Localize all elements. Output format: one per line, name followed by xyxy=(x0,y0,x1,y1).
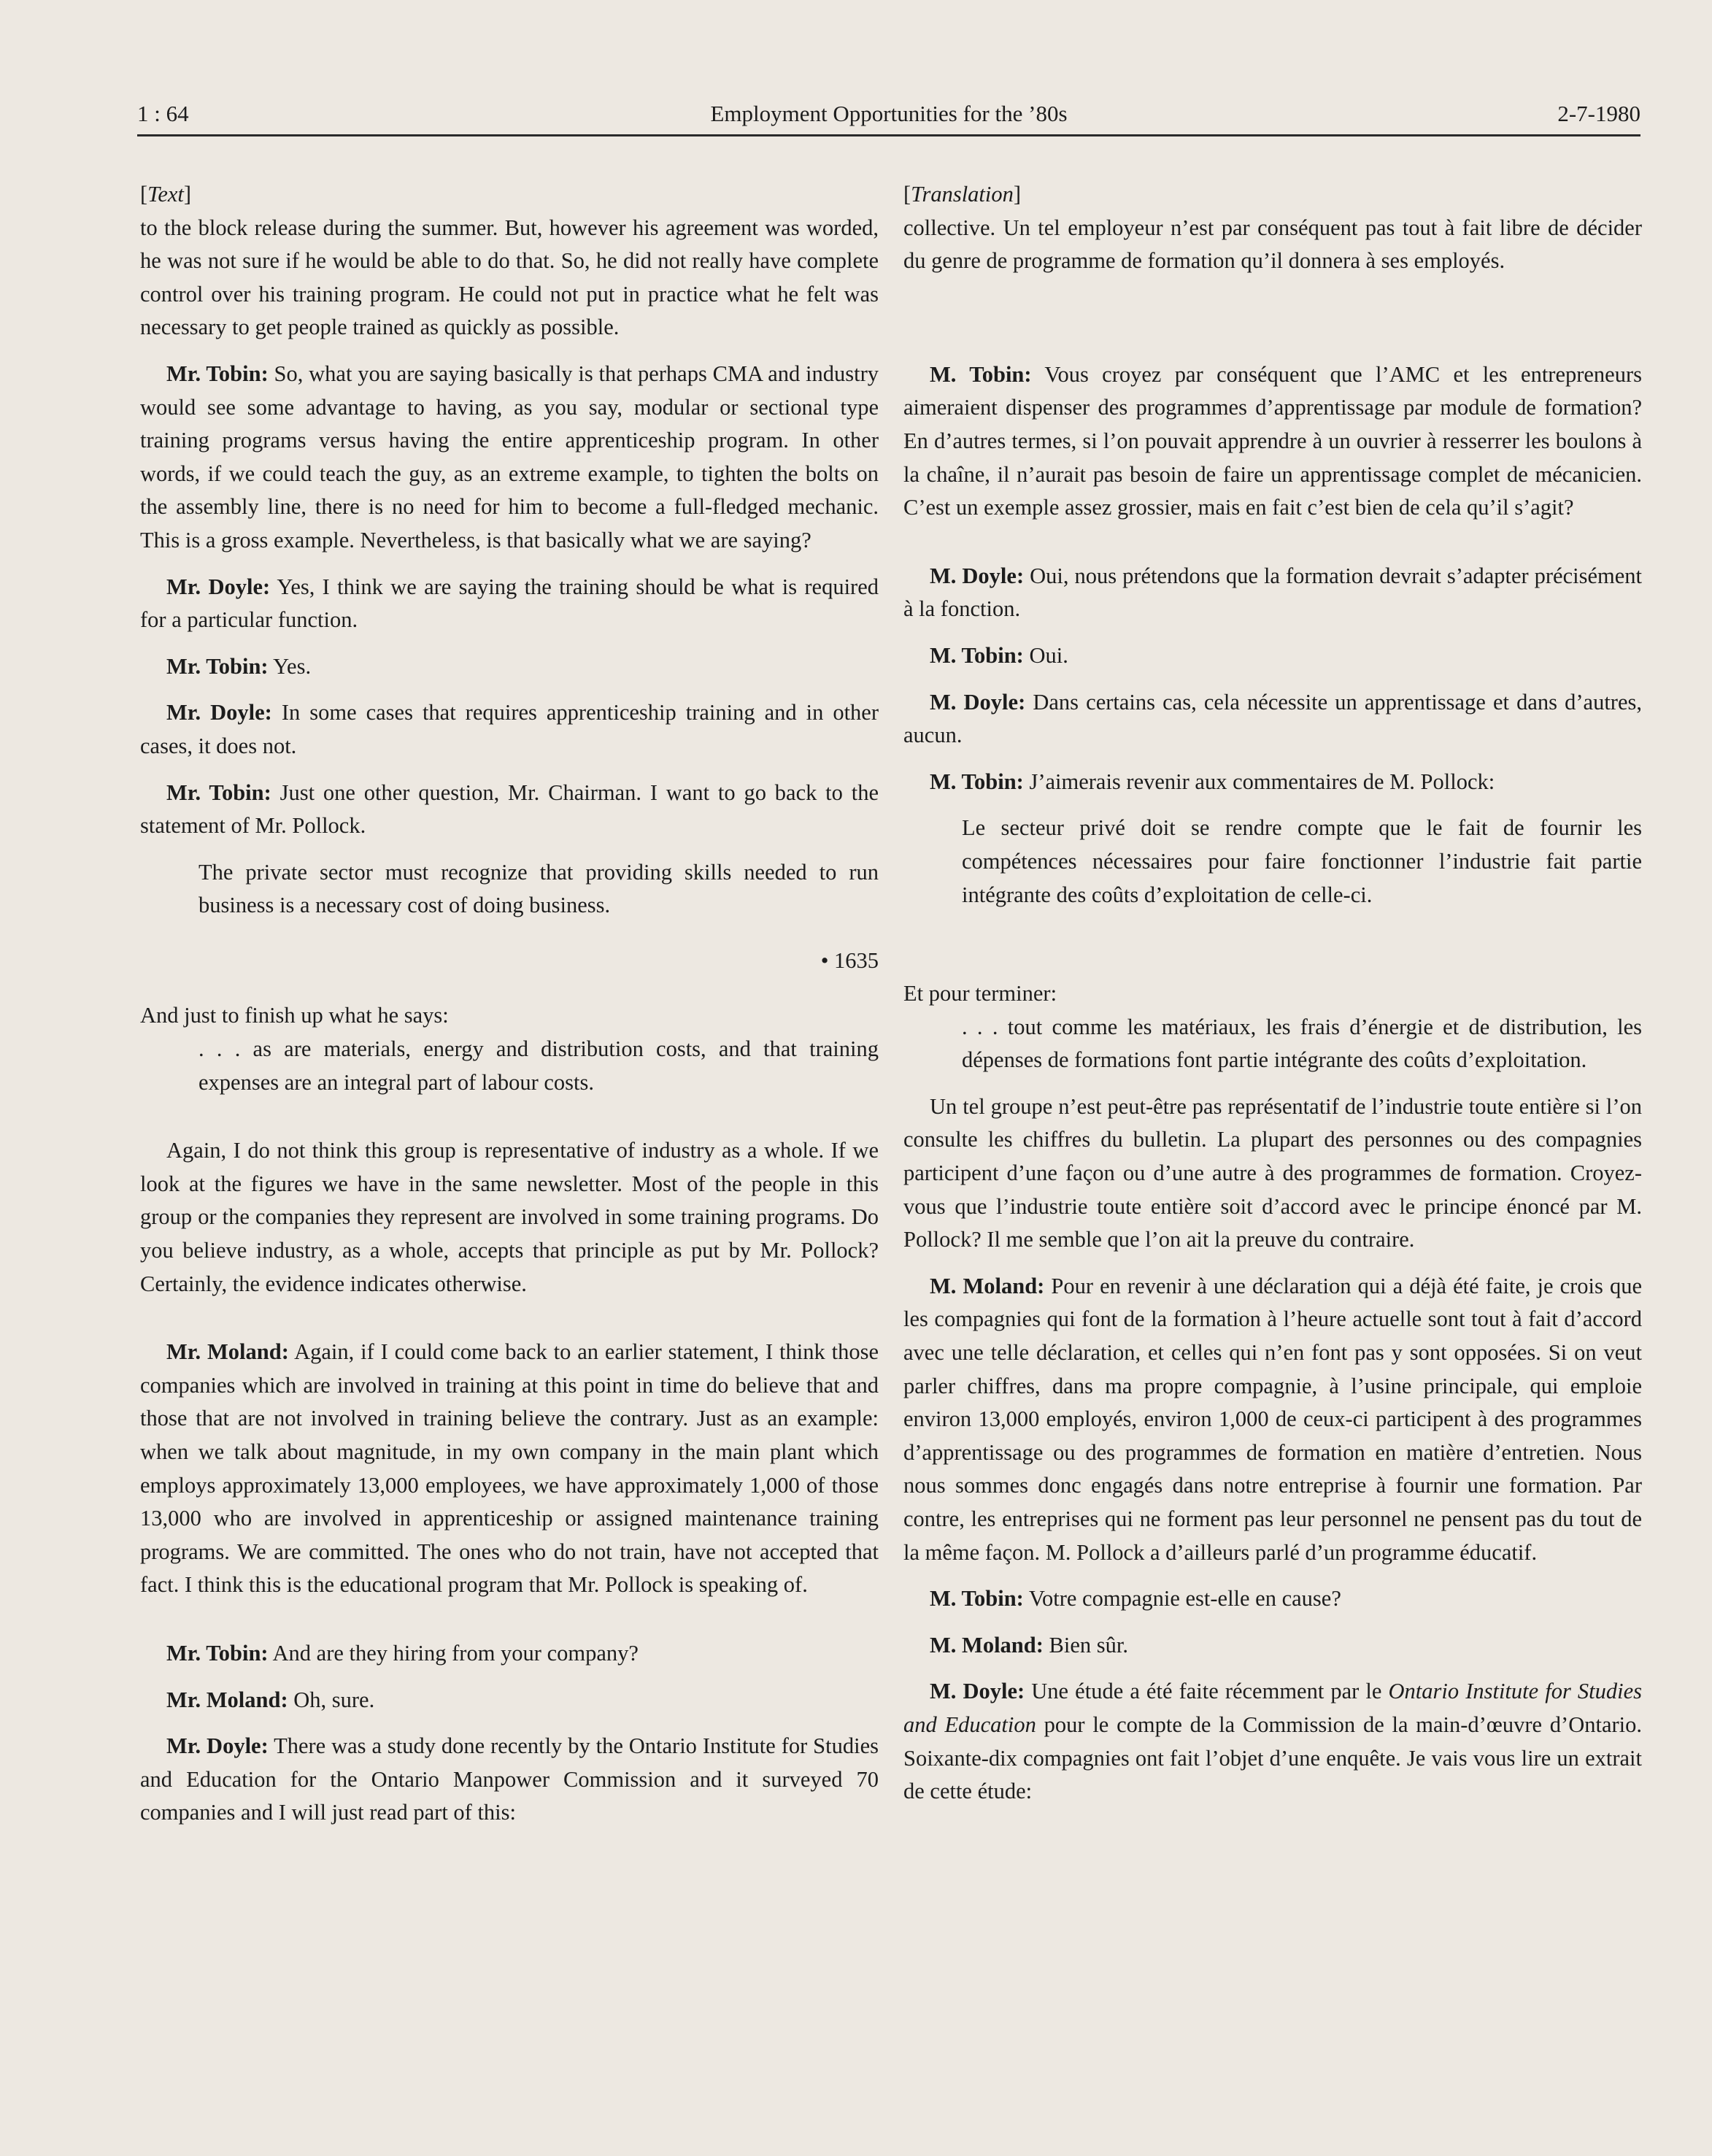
paragraph xyxy=(903,686,1642,752)
time-marker: • 1635 xyxy=(820,947,879,973)
speech-text: There was a study done recently by the Ontario Institute for Studies and Education for the Ontario Manpower Commission and it surveyed 70 companies and I will just read part of this: xyxy=(140,1733,879,1825)
paragraph xyxy=(903,639,1642,673)
speech-text: Yes, I think we are saying the training should be what is required for a particular function. xyxy=(140,574,879,633)
paragraph xyxy=(140,1637,879,1671)
paragraph xyxy=(140,571,879,637)
paragraph: Un tel groupe n’est peut-être pas représentatif de l’industrie toute entière si l’on consulte les chiffres du bulletin. La plupart des personnes ou des compagnies participent d’une façon ou d’une autre à des programmes de formation. Croyez-vous que l’industrie toute entière soit d’accord avec le principe énoncé par M. Pollock? Il me semble que l’on ait la preuve du contraire. xyxy=(903,1093,1642,1252)
column-label: [Text] xyxy=(140,182,192,207)
block-quote: . . . as are materials, energy and distribution costs, and that training expenses are an integral part of labour costs. xyxy=(198,1036,879,1095)
page-date: 2-7-1980 xyxy=(1557,101,1640,126)
speaker-name: Mr. Tobin: xyxy=(166,653,269,679)
speaker-name: M. Tobin: xyxy=(930,769,1024,794)
french-column xyxy=(903,178,1642,1809)
speech-text: Pour en revenir à une déclaration qui a déjà été faite, je crois que les compagnies qui font de la formation à l’heure actuelle sont tout à fait d’accord avec une telle déclaration, et celles qui n’en font pas y sont opposées. Si on veut parler chiffres, dans ma propre compagnie, à l’usine principale, qui emploie environ 13,000 employés, environ 1,000 de ceux-ci participent à des programmes d’apprentissage ou des programmes de formation en matière d’entretien. Nous nous sommes donc engagés dans notre entreprise à fournir une formation. Par contre, les entreprises qui ne forment pas leur personnel ne pensent pas du tout de la même façon. M. Pollock a d’ailleurs parlé d’un programme éducatif. xyxy=(903,1273,1642,1565)
speech-text: Bien sûr. xyxy=(1043,1632,1128,1658)
paragraph xyxy=(903,1270,1642,1569)
paragraph xyxy=(140,696,879,763)
paragraph xyxy=(903,766,1642,799)
block-quote: . . . tout comme les matériaux, les frais d’énergie et de distribution, les dépenses de formations font partie intégrante des coûts d’exploitation. xyxy=(962,1014,1642,1073)
speech-text: In some cases that requires apprenticeship training and in other cases, it does not. xyxy=(140,700,879,758)
speaker-name: M. Doyle: xyxy=(930,1679,1025,1704)
speaker-name: M. Moland: xyxy=(930,1273,1045,1298)
paragraph xyxy=(140,1684,879,1717)
speech-text: Just one other question, Mr. Chairman. I want to go back to the statement of Mr. Pollock. xyxy=(140,779,879,839)
speaker-name: M. Tobin: xyxy=(930,361,1032,387)
speech-text: J’aimerais revenir aux commentaires de M. Pollock: xyxy=(1023,769,1495,794)
speaker-name: M. Tobin: xyxy=(930,642,1024,668)
paragraph xyxy=(903,1629,1642,1663)
paragraph xyxy=(140,650,879,684)
paragraph xyxy=(903,1675,1642,1808)
speech-text: Oh, sure. xyxy=(288,1687,375,1712)
speech-text: Vous croyez par conséquent que l’AMC et les entrepreneurs aimeraient dispenser des programmes d’apprentissage par module de formation? En d’autres termes, si l’on pouvait apprendre à un ouvrier à resserrer les boulons à la chaîne, il n’aurait pas besoin de faire un apprentissage complet de mécanicien. C’est un exemple assez grossier, mais en fait c’est bien de cela qu’il s’agit? xyxy=(903,361,1642,520)
paragraph: collective. Un tel employeur n’est par conséquent pas tout à fait libre de décider du genre de programme de formation qu’il donnera à ses employés. xyxy=(903,215,1642,274)
speaker-name: M. Doyle: xyxy=(930,563,1025,588)
speaker-name: Mr. Doyle: xyxy=(166,1733,269,1759)
column-label-text: Translation xyxy=(911,182,1014,207)
speaker-name: Mr. Tobin: xyxy=(166,1640,269,1666)
block-quote: The private sector must recognize that providing skills needed to run business is a necessary cost of doing business. xyxy=(198,859,879,918)
speaker-name: M. Doyle: xyxy=(930,689,1026,715)
speech-text: Votre compagnie est-elle en cause? xyxy=(1023,1586,1341,1612)
paragraph xyxy=(903,560,1642,626)
speaker-name: M. Tobin: xyxy=(930,1586,1024,1612)
paragraph: to the block release during the summer. But, however his agreement was worded, he was not sure if he would be able to do that. So, he did not really have complete control over his training program. He could not put in practice what he felt was necessary to get people trained as quickly as possible. xyxy=(140,215,879,340)
speaker-name: M. Moland: xyxy=(930,1632,1044,1658)
paragraph: And just to finish up what he says: xyxy=(140,1003,449,1028)
speaker-name: Mr. Doyle: xyxy=(166,700,272,725)
speech-text: pour le compte de la Commission de la main-d’œuvre d’Ontario. Soixante-dix compagnies ont fait l’objet d’une enquête. Je vais vous lire un extrait de cette étude: xyxy=(903,1712,1643,1804)
page-title: Employment Opportunities for the ’80s xyxy=(710,101,1068,126)
speaker-name: Mr. Tobin: xyxy=(166,779,271,805)
speaker-name: Mr. Tobin: xyxy=(166,361,269,386)
paragraph xyxy=(903,358,1642,525)
speaker-name: Mr. Moland: xyxy=(166,1687,288,1712)
speech-text: And are they hiring from your company? xyxy=(268,1640,639,1666)
speaker-name: Mr. Doyle: xyxy=(166,574,271,599)
speech-text: Une étude a été faite récemment par le xyxy=(1025,1679,1389,1704)
paragraph xyxy=(903,1582,1642,1616)
column-label: [Translation] xyxy=(903,182,1022,207)
page-header xyxy=(137,101,1640,136)
paragraph xyxy=(140,1730,879,1830)
paragraph xyxy=(140,777,879,843)
institution-name: Ontario Institute for Studies and Education xyxy=(903,1679,1643,1737)
page-number: 1 : 64 xyxy=(137,101,189,126)
paragraph: Et pour terminer: xyxy=(903,981,1057,1006)
paragraph xyxy=(140,1336,879,1602)
speech-text: Dans certains cas, cela nécessite un apprentissage et dans d’autres, aucun. xyxy=(903,689,1642,748)
speech-text: Oui, nous prétendons que la formation devrait s’adapter précisément à la fonction. xyxy=(903,563,1643,622)
speech-text: So, what you are saying basically is that perhaps CMA and industry would see some advantage to having, as you say, modular or sectional type training programs versus having the entire apprenticeship program. In other words, if we could teach the guy, as an extreme example, to tighten the bolts on the assembly line, there is no need for him to become a full-fledged mechanic. This is a gross example. Nevertheless, is that basically what we are saying? xyxy=(140,361,879,553)
paragraph: Again, I do not think this group is representative of industry as a whole. If we look at the figures we have in the same newsletter. Most of the people in this group or the companies they represent are involved in some training programs. Do you believe industry, as a whole, accepts that principle as put by Mr. Pollock? Certainly, the evidence indicates otherwise. xyxy=(140,1138,879,1296)
english-column xyxy=(140,178,879,1830)
block-quote: Le secteur privé doit se rendre compte que le fait de fournir les compétences nécessaires pour faire fonctionner l’industrie fait partie intégrante des coûts d’exploitation de celle-ci. xyxy=(962,815,1642,907)
speech-text: Oui. xyxy=(1023,642,1068,668)
speech-text: Again, if I could come back to an earlier statement, I think those companies which are involved in training at this point in time do believe that and those that are not involved in training believe the contrary. Just as an example: when we talk about magnitude, in my own company in the main plant which employs approximately 13,000 employees, we have approximately 1,000 of those 13,000 who are involved in apprenticeship or assigned maintenance training programs. We are committed. The ones who do not train, have not accepted that fact. I think this is the educational program that Mr. Pollock is speaking of. xyxy=(140,1339,879,1598)
speech-text: Yes. xyxy=(268,653,312,679)
speaker-name: Mr. Moland: xyxy=(166,1339,289,1365)
paragraph xyxy=(140,358,879,558)
column-label-text: Text xyxy=(147,182,184,207)
